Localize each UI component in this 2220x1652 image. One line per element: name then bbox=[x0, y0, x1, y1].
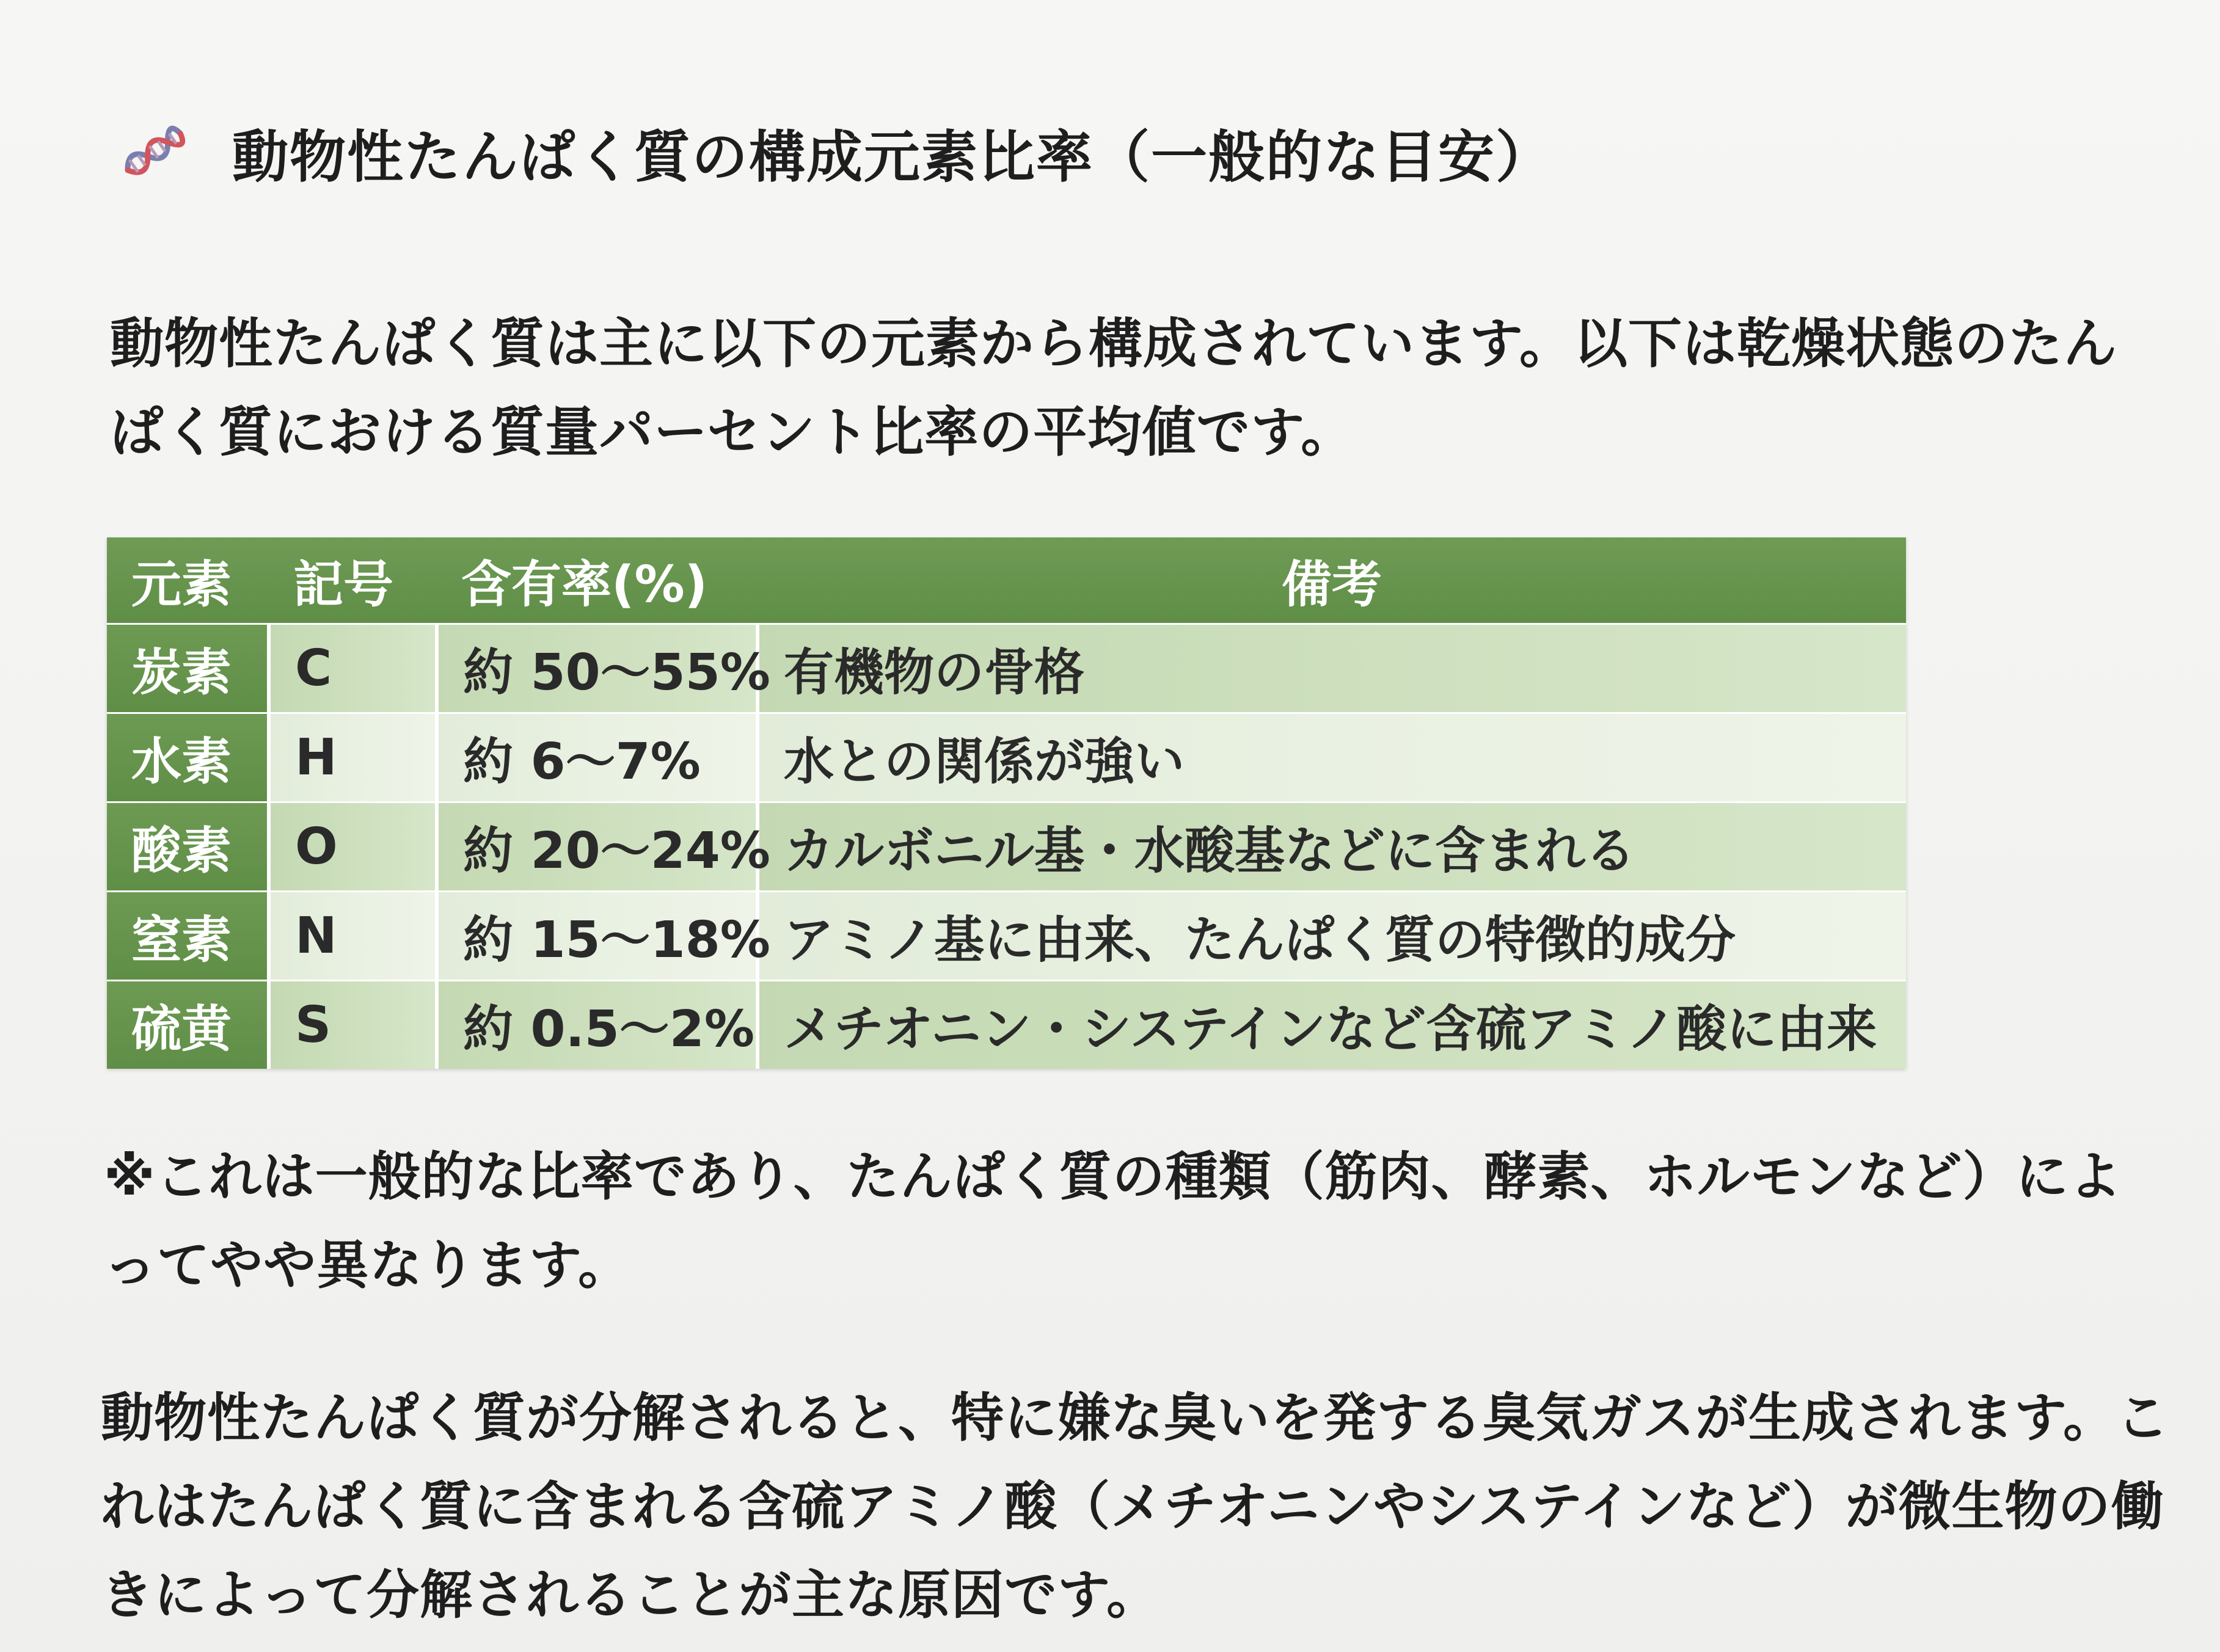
element-symbol: O bbox=[269, 802, 437, 892]
element-content: 約 50〜55% bbox=[437, 624, 758, 713]
element-name: 硫黄 bbox=[107, 981, 269, 1069]
element-symbol: N bbox=[269, 892, 437, 981]
table-row bbox=[107, 892, 1906, 981]
element-symbol: S bbox=[269, 981, 437, 1069]
table-row bbox=[107, 981, 1906, 1069]
closing-paragraph: 動物性たんぱく質が分解されると、特に嫌な臭いを発する臭気ガスが生成されます。これはたんぱく質に含まれる含硫アミノ酸（メチオニンやシステインなど）が微生物の働きによって分解されることが主な原因です。 bbox=[101, 1388, 2170, 1626]
element-remark: 水との関係が強い bbox=[758, 713, 1906, 802]
element-symbol: C bbox=[269, 624, 437, 713]
element-remark: カルボニル基・水酸基などに含まれる bbox=[758, 802, 1906, 892]
element-name: 炭素 bbox=[107, 624, 269, 713]
table-row bbox=[107, 624, 1906, 713]
element-remark: 有機物の骨格 bbox=[758, 624, 1906, 713]
element-remark: アミノ基に由来、たんぱく質の特徴的成分 bbox=[758, 892, 1906, 981]
element-name: 酸素 bbox=[107, 802, 269, 892]
intro-paragraph: 動物性たんぱく質は主に以下の元素から構成されています。以下は乾燥状態のたんぱく質における質量パーセント比率の平均値です。 bbox=[110, 312, 2117, 464]
element-content: 約 0.5〜2% bbox=[437, 981, 758, 1069]
section-heading bbox=[116, 107, 1553, 198]
header-content: 含有率(%) bbox=[437, 537, 758, 624]
header-element: 元素 bbox=[107, 537, 269, 624]
page-title: 動物性たんぱく質の構成元素比率（一般的な目安） bbox=[232, 125, 1554, 190]
note-paragraph: ※これは一般的な比率であり、たんぱく質の種類（筋肉、酵素、ホルモンなど）によってやや異なります。 bbox=[104, 1146, 2122, 1296]
table-header-row bbox=[107, 537, 1906, 624]
element-remark: メチオニン・システインなど含硫アミノ酸に由来 bbox=[758, 981, 1906, 1069]
header-symbol: 記号 bbox=[269, 537, 437, 624]
element-ratio-table bbox=[107, 537, 1906, 1069]
element-symbol: H bbox=[269, 713, 437, 802]
table-row bbox=[107, 713, 1906, 802]
dna-icon bbox=[116, 116, 189, 189]
header-remark: 備考 bbox=[758, 537, 1906, 624]
table-row bbox=[107, 802, 1906, 892]
element-content: 約 6〜7% bbox=[437, 713, 758, 802]
element-content: 約 20〜24% bbox=[437, 802, 758, 892]
element-name: 窒素 bbox=[107, 892, 269, 981]
element-content: 約 15〜18% bbox=[437, 892, 758, 981]
element-name: 水素 bbox=[107, 713, 269, 802]
